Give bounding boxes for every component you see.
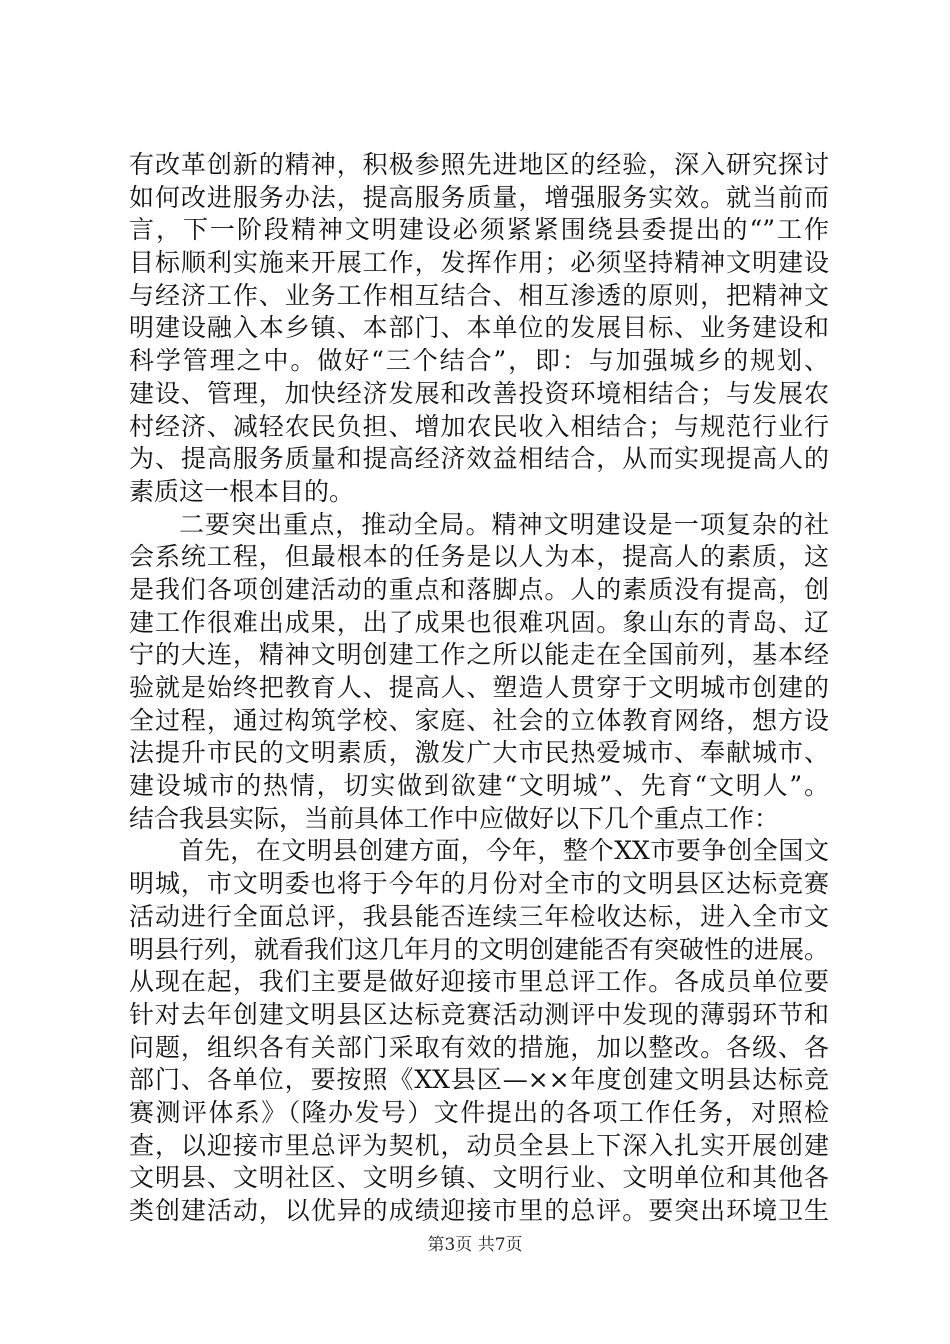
text-line: 言，下一阶段精神文明建设必须紧紧围绕县委提出的“”工作 bbox=[129, 215, 829, 245]
text-line: 如何改进服务办法，提高服务质量，增强服务实效。就当前而 bbox=[129, 182, 829, 212]
text-line: 素质这一根本目的。 bbox=[129, 476, 355, 506]
text-line: 科学管理之中。做好“三个结合”，即：与加强城乡的规划、 bbox=[129, 346, 829, 376]
text-line: 为、提高服务质量和提高经济效益相结合，从而实现提高人的 bbox=[129, 444, 829, 474]
text-line: 宁的大连，精神文明创建工作之所以能走在全国前列，基本经 bbox=[129, 640, 829, 670]
text-line: 针对去年创建文明县区达标竞赛活动测评中发现的薄弱环节和 bbox=[129, 999, 829, 1029]
text-line: 首先，在文明县创建方面，今年，整个XX市要争创全国文 bbox=[179, 836, 829, 866]
text-line: 明建设融入本乡镇、本部门、本单位的发展目标、业务建设和 bbox=[129, 313, 829, 343]
text-line: 明县行列，就看我们这几年月的文明创建能否有突破性的进展。 bbox=[129, 934, 830, 964]
text-line: 目标顺利实施来开展工作，发挥作用；必须坚持精神文明建设 bbox=[129, 248, 829, 278]
text-line: 文明县、文明社区、文明乡镇、文明行业、文明单位和其他各 bbox=[129, 1163, 829, 1193]
body-text bbox=[129, 149, 829, 1228]
text-line: 会系统工程，但最根本的任务是以人为本，提高人的素质，这 bbox=[129, 542, 829, 572]
text-line: 明城，市文明委也将于今年的月份对全市的文明县区达标竞赛 bbox=[129, 869, 829, 899]
text-line: 活动进行全面总评，我县能否连续三年检收达标，进入全市文 bbox=[129, 901, 829, 931]
text-line: 建设、管理，加快经济发展和改善投资环境相结合；与发展农 bbox=[129, 378, 829, 408]
text-line: 结合我县实际，当前具体工作中应做好以下几个重点工作： bbox=[129, 803, 780, 833]
text-line: 村经济、减轻农民负担、增加农民收入相结合；与规范行业行 bbox=[129, 411, 829, 441]
text-line: 建设城市的热情，切实做到欲建“文明城”、先育“文明人”。 bbox=[129, 771, 829, 801]
text-line: 二要突出重点，推动全局。精神文明建设是一项复杂的社 bbox=[179, 509, 829, 539]
text-line: 类创建活动，以优异的成绩迎接市里的总评。要突出环境卫生 bbox=[129, 1196, 829, 1225]
text-line: 查，以迎接市里总评为契机，动员全县上下深入扎实开展创建 bbox=[129, 1130, 829, 1160]
text-line: 全过程，通过构筑学校、家庭、社会的立体教育网络，想方设 bbox=[129, 705, 829, 735]
text-line: 法提升市民的文明素质，激发广大市民热爱城市、奉献城市、 bbox=[129, 738, 829, 768]
page-number-footer: 第3页 共7页 bbox=[427, 1235, 523, 1255]
text-line: 有改革创新的精神，积极参照先进地区的经验，深入研究探讨 bbox=[129, 150, 829, 179]
text-line: 从现在起，我们主要是做好迎接市里总评工作。各成员单位要 bbox=[129, 967, 829, 997]
text-line: 与经济工作、业务工作相互结合、相互渗透的原则，把精神文 bbox=[129, 280, 829, 310]
text-line: 建工作很难出成果，出了成果也很难巩固。象山东的青岛、辽 bbox=[129, 607, 829, 637]
text-line: 部门、各单位，要按照《XX县区—××年度创建文明县达标竞 bbox=[129, 1065, 829, 1095]
text-line: 赛测评体系》（隆办发号）文件提出的各项工作任务，对照检 bbox=[129, 1097, 829, 1127]
text-line: 验就是始终把教育人、提高人、塑造人贯穿于文明城市创建的 bbox=[129, 673, 829, 702]
text-line: 问题，组织各有关部门采取有效的措施，加以整改。各级、各 bbox=[129, 1032, 829, 1062]
text-line: 是我们各项创建活动的重点和落脚点。人的素质没有提高，创 bbox=[129, 574, 829, 604]
